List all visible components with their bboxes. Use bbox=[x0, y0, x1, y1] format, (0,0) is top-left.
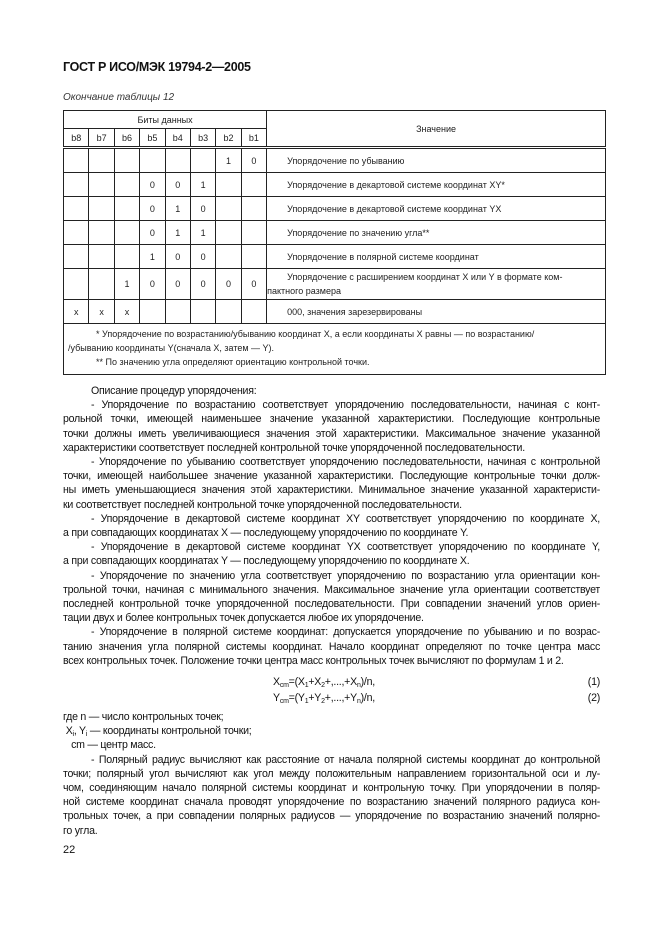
text-line: - Упорядочение по значению угла соответствует упорядочению по возрастанию угла ориентации кон- bbox=[91, 569, 600, 582]
document-header: ГОСТ Р ИСО/МЭК 19794-2—2005 bbox=[63, 60, 251, 74]
bit-header: b4 bbox=[165, 129, 190, 148]
text-line: - Полярный радиус вычисляют как расстояние от начала полярной системы координат до контрольной bbox=[91, 753, 600, 766]
bit-cell: 1 bbox=[165, 197, 190, 221]
body-section-1 bbox=[63, 384, 600, 668]
bit-cell: 1 bbox=[190, 173, 215, 197]
bit-cell bbox=[241, 221, 266, 245]
bit-cell bbox=[114, 148, 139, 173]
formula-part: n bbox=[356, 682, 361, 690]
formula-part: )/n, bbox=[360, 676, 375, 689]
bit-cell bbox=[140, 300, 165, 324]
table-body bbox=[64, 148, 606, 375]
text-line: а при совпадающих координатах Y — последующему упорядочению по координате X. bbox=[63, 555, 470, 568]
legend-item bbox=[63, 710, 600, 724]
value-line: Упорядочение по убыванию bbox=[287, 155, 405, 166]
text-line: точки должны иметь увеличивающиеся значения этой характеристики. Максимальное значение указанной bbox=[63, 427, 600, 440]
value-line: Упорядочение в декартовой системе координат YX bbox=[287, 203, 502, 214]
bit-cell: 0 bbox=[241, 148, 266, 173]
bit-header: b7 bbox=[89, 129, 114, 148]
bit-cell bbox=[241, 245, 266, 269]
bit-cell bbox=[241, 300, 266, 324]
text-line: тации двух и более контрольных точек допускается любое их упорядочение. bbox=[63, 612, 424, 625]
legend-desc: — координаты контрольной точки; bbox=[87, 725, 252, 738]
formula-number: (2) bbox=[587, 692, 600, 705]
table-row bbox=[64, 221, 606, 245]
table-caption: Окончание таблицы 12 bbox=[63, 92, 175, 103]
bit-cell: 0 bbox=[165, 173, 190, 197]
legend-desc: — центр масс. bbox=[84, 739, 156, 752]
footnote: * Упорядочение по возрастанию/убыванию координат X, а если координаты X равны — по возрастанию/ bbox=[96, 329, 535, 339]
text-line: трольной точки, начиная с минимального значения. Максимальное значение угла ориентации соответствует bbox=[63, 583, 600, 596]
bit-cell: 0 bbox=[140, 269, 165, 300]
footnotes bbox=[64, 324, 606, 375]
formula-part: 1 bbox=[304, 698, 309, 706]
formula-part: +Y bbox=[308, 692, 322, 705]
legend-sub: i bbox=[85, 731, 88, 739]
bit-cell bbox=[64, 173, 89, 197]
formula-part: =(X bbox=[288, 676, 305, 689]
paragraph bbox=[63, 625, 600, 668]
text-line: всех контрольных точек. Положение точки центра масс контрольных точек вычисляют по формулам 1 и 2. bbox=[63, 654, 564, 667]
footnotes-row bbox=[64, 324, 606, 375]
value-cell bbox=[267, 300, 606, 324]
data-table bbox=[63, 110, 606, 375]
bit-cell: 1 bbox=[114, 269, 139, 300]
formula-expression bbox=[273, 674, 375, 690]
bit-cell: 0 bbox=[216, 269, 241, 300]
paragraph bbox=[63, 540, 600, 568]
formula-part: 2 bbox=[321, 682, 325, 690]
table-row bbox=[64, 148, 606, 173]
bit-cell: 1 bbox=[216, 148, 241, 173]
text-line: характеристики соответствует последней контрольной точке упорядоченной последовательности. bbox=[63, 441, 525, 454]
body-section-2 bbox=[63, 753, 600, 838]
footnote: /убыванию координаты Y(сначала X, затем — Y). bbox=[68, 343, 275, 353]
value-line: Упорядочение по значению угла** bbox=[287, 227, 430, 238]
legend-desc: — число контрольных точек; bbox=[86, 711, 224, 724]
text-line: точки, имеющей наибольшее значение указанной характеристики. Последующие контрольные точки долж- bbox=[63, 470, 600, 483]
legend-item bbox=[63, 738, 600, 752]
bit-cell: 0 bbox=[241, 269, 266, 300]
text-line: ной системе координат сначала проводят упорядочение по возрастанию значений полярного радиуса кон- bbox=[63, 796, 600, 809]
value-line: Упорядочение с расширением координат X или Y в формате ком- bbox=[287, 272, 563, 282]
paragraph bbox=[63, 753, 600, 838]
bit-cell bbox=[64, 221, 89, 245]
bit-cell bbox=[241, 173, 266, 197]
bit-cell: 0 bbox=[140, 197, 165, 221]
formula-lhs: Y bbox=[273, 692, 280, 705]
footnote: ** По значению угла определяют ориентацию контрольной точки. bbox=[96, 357, 370, 367]
formula-lhs-sub: cm bbox=[279, 698, 289, 706]
bit-cell: 1 bbox=[190, 221, 215, 245]
bit-cell bbox=[165, 300, 190, 324]
text-line: последней контрольной точке упорядоченной последовательности. При совпадении значений углов ориен- bbox=[63, 598, 600, 611]
text-line: танию значения угла полярной системы координат. Начало координат определяют по точке центра масс bbox=[63, 640, 600, 653]
legend-item bbox=[63, 724, 600, 738]
bit-cell bbox=[216, 197, 241, 221]
bit-cell bbox=[64, 148, 89, 173]
bit-cell bbox=[89, 245, 114, 269]
bit-header: b1 bbox=[241, 129, 266, 148]
text-line: ки соответствует последней контрольной точке упорядоченной последовательности. bbox=[63, 498, 462, 511]
paragraph bbox=[63, 398, 600, 455]
bit-cell bbox=[64, 245, 89, 269]
bit-cell bbox=[89, 221, 114, 245]
formula-lhs-sub: cm bbox=[279, 682, 289, 690]
formula-expression bbox=[273, 690, 375, 706]
bit-cell bbox=[114, 221, 139, 245]
formula-lhs: X bbox=[273, 676, 280, 689]
bit-cell bbox=[140, 148, 165, 173]
bit-cell: 0 bbox=[165, 245, 190, 269]
text-line: го угла. bbox=[63, 824, 98, 837]
bit-cell bbox=[190, 300, 215, 324]
page-number: 22 bbox=[63, 843, 76, 856]
text-line: а при совпадающих координатах X — последующему упорядочению по координате Y. bbox=[63, 527, 469, 540]
bit-cell bbox=[216, 173, 241, 197]
text-line: - Упорядочение по возрастанию соответствует упорядочению последовательности, начиная с конт- bbox=[91, 399, 600, 412]
bit-cell bbox=[165, 148, 190, 173]
bit-cell bbox=[89, 197, 114, 221]
bit-cell bbox=[190, 148, 215, 173]
bit-header: b2 bbox=[216, 129, 241, 148]
text-line: чом, соединяющим начало полярной системы координат и контрольную точку. При упорядочении в поляр- bbox=[63, 782, 600, 795]
text-line: рольной точки, имеющей наименьшее значение указанной характеристики. Последующие контрольные bbox=[63, 413, 600, 426]
formula-part: +X bbox=[308, 676, 322, 689]
bit-cell bbox=[216, 245, 241, 269]
value-cell bbox=[267, 173, 606, 197]
paragraph bbox=[63, 569, 600, 626]
value-line: пактного размера bbox=[267, 286, 341, 296]
bit-cell: 0 bbox=[190, 269, 215, 300]
bit-cell: x bbox=[114, 300, 139, 324]
value-cell bbox=[267, 148, 606, 173]
bit-cell bbox=[114, 245, 139, 269]
bit-cell bbox=[64, 269, 89, 300]
bit-cell: 1 bbox=[165, 221, 190, 245]
bit-cell: 0 bbox=[140, 221, 165, 245]
text-line: Описание процедур упорядочения: bbox=[91, 385, 257, 397]
bit-cell bbox=[64, 197, 89, 221]
value-line: Упорядочение в декартовой системе координат XY* bbox=[287, 179, 505, 190]
value-line: Упорядочение в полярной системе координат bbox=[287, 251, 479, 262]
table-row bbox=[64, 197, 606, 221]
table-row bbox=[64, 300, 606, 324]
bit-cell bbox=[89, 173, 114, 197]
text-line: ны иметь уменьшающиеся значения этой характеристики. Минимальное значение указанной характеристи- bbox=[63, 484, 600, 497]
formula-part: 1 bbox=[304, 682, 309, 690]
formula-part: n bbox=[356, 698, 361, 706]
bit-cell: x bbox=[89, 300, 114, 324]
bit-cell bbox=[114, 197, 139, 221]
bit-cell bbox=[216, 221, 241, 245]
text-line: трольных точек, а при совпадении полярных радиусов — упорядочение по возрастанию значений полярно- bbox=[63, 810, 600, 823]
bits-group-header: Биты данных bbox=[64, 111, 267, 129]
bit-header: b3 bbox=[190, 129, 215, 148]
bit-header: b6 bbox=[114, 129, 139, 148]
bit-cell: 1 bbox=[140, 245, 165, 269]
bit-header: b5 bbox=[140, 129, 165, 148]
paragraph bbox=[63, 455, 600, 512]
bit-cell: 0 bbox=[140, 173, 165, 197]
bit-header: b8 bbox=[64, 129, 89, 148]
text-line: - Упорядочение в полярной системе координат: допускается упорядочение по убыванию и по возрас- bbox=[91, 626, 600, 639]
text-line: - Упорядочение в декартовой системе координат XY соответствует упорядочению по координате X, bbox=[91, 512, 600, 525]
formula-part: )/n, bbox=[360, 692, 375, 705]
formula bbox=[63, 690, 600, 706]
formula-part: +,...,+X bbox=[324, 676, 357, 689]
legend-term: X bbox=[63, 725, 73, 738]
bit-cell bbox=[89, 148, 114, 173]
legend-term: где n bbox=[63, 711, 87, 724]
value-header: Значение bbox=[267, 111, 606, 148]
text-line: - Упорядочение в декартовой системе координат YX соответствует упорядочению по координате Y, bbox=[91, 541, 600, 554]
text-line: точки; полярный угол вычисляют как угол между положительным направлением горизонтальной оси и лу- bbox=[63, 767, 600, 780]
value-cell bbox=[267, 269, 606, 300]
paragraph bbox=[63, 384, 600, 398]
formula-number: (1) bbox=[587, 676, 600, 689]
bit-cell: 0 bbox=[165, 269, 190, 300]
bit-cell bbox=[216, 300, 241, 324]
formulas bbox=[63, 674, 600, 706]
bit-cell bbox=[114, 173, 139, 197]
bit-cell bbox=[89, 269, 114, 300]
document-body bbox=[63, 384, 600, 857]
bit-cell bbox=[241, 197, 266, 221]
formula-part: =(Y bbox=[288, 692, 305, 705]
value-line: 000, значения зарезервированы bbox=[287, 306, 423, 317]
formula-part: +,...,+Y bbox=[324, 692, 357, 705]
bit-cell: 0 bbox=[190, 245, 215, 269]
table-row bbox=[64, 173, 606, 197]
legend-term: , Y bbox=[73, 725, 86, 738]
text-line: - Упорядочение по убыванию соответствует упорядочению последовательности, начиная с контрольной bbox=[91, 456, 600, 469]
formula-part: 2 bbox=[321, 698, 325, 706]
table-row bbox=[64, 245, 606, 269]
value-cell bbox=[267, 221, 606, 245]
paragraph bbox=[63, 512, 600, 540]
legend-sub: i bbox=[72, 731, 74, 739]
formula-legend bbox=[63, 710, 600, 753]
bit-cell: x bbox=[64, 300, 89, 324]
bit-cell: 0 bbox=[190, 197, 215, 221]
value-cell bbox=[267, 197, 606, 221]
legend-term: cm bbox=[63, 739, 85, 752]
value-cell bbox=[267, 245, 606, 269]
table-row bbox=[64, 269, 606, 300]
formula bbox=[63, 674, 600, 690]
